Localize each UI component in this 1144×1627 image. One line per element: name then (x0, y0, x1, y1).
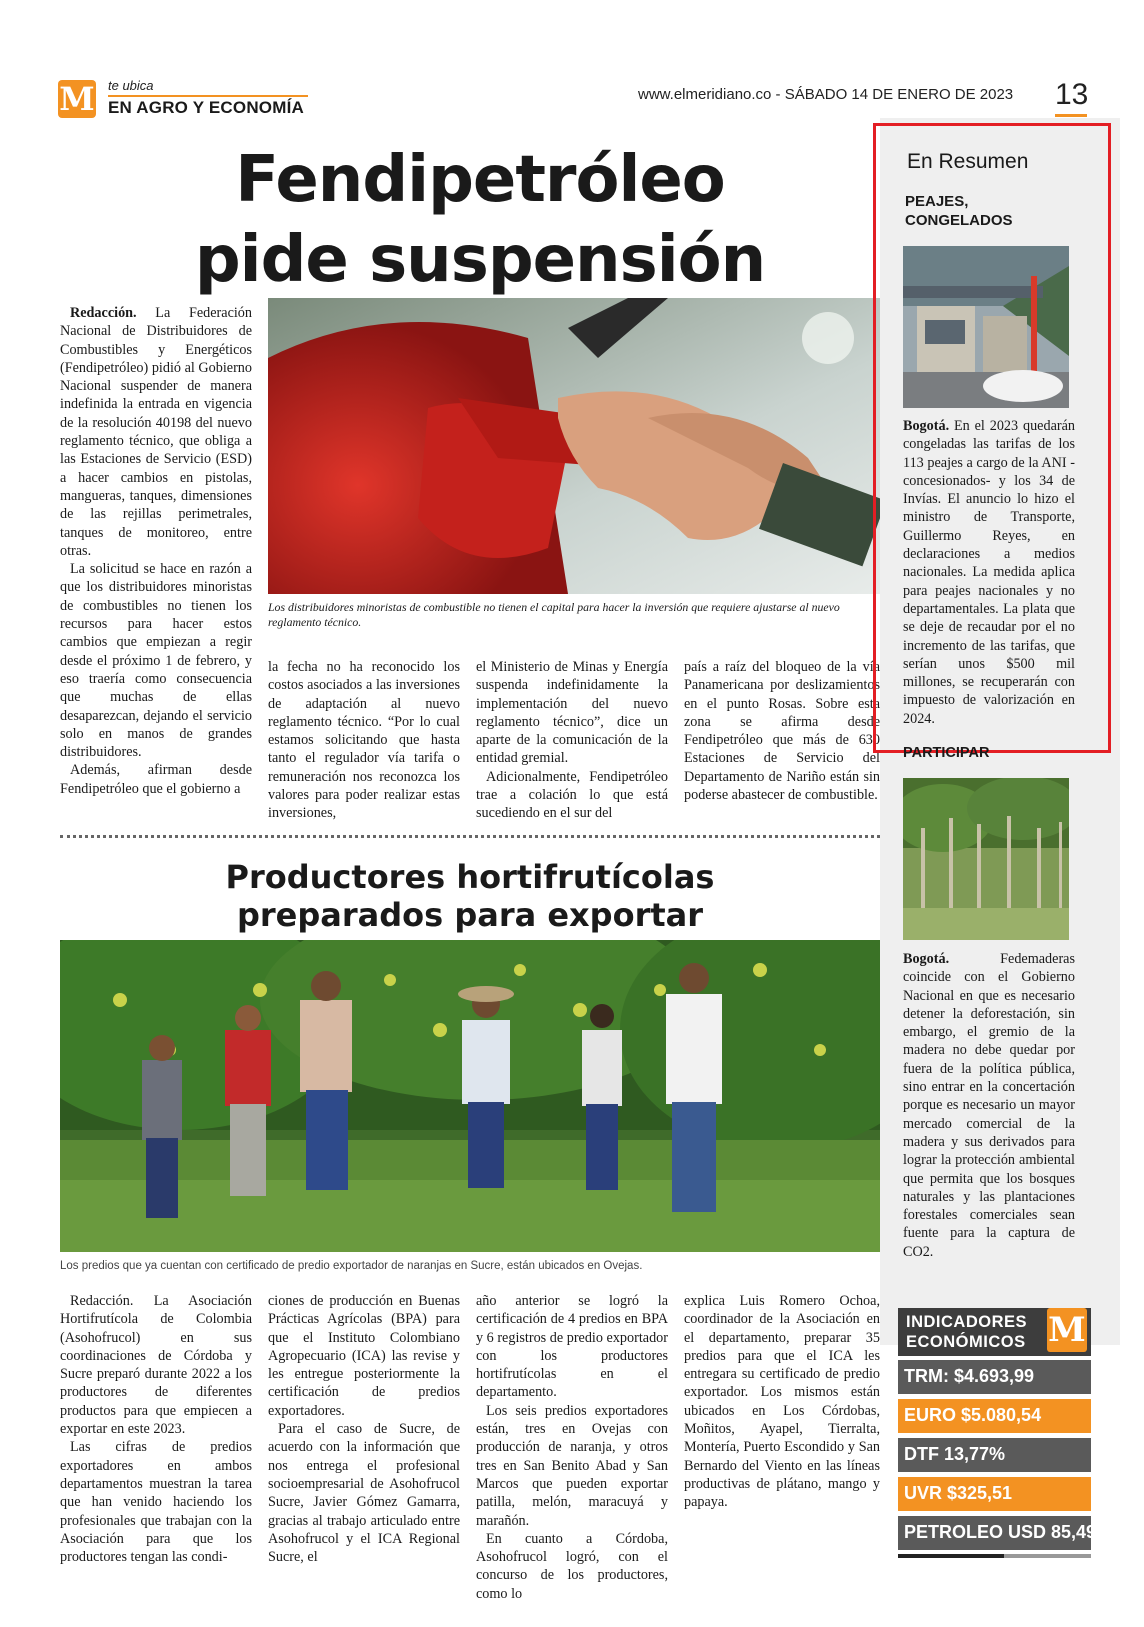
sidebar-item2-text: Bogotá. Fedemaderas coincide con el Gobierno Nacional en que es necesario detener la deforestación, sin embargo, el gremio de la madera no debe quedar por fuera de la política pública, sino entrar en la concertación porque es necesario un mayor mercado comercial de la madera y sus derivados para lograr la protección ambiental que permita que los bosques naturales y las plantaciones forestales comerciales sean fuente para la captura de CO2. (903, 951, 1075, 1260)
highlight-frame (873, 123, 1111, 753)
dateline: www.elmeridiano.co - SÁBADO 14 DE ENERO DE 2023 (638, 86, 1014, 103)
sidebar-item1-text: Bogotá. En el 2023 quedarán congeladas las tarifas de los 113 peajes a cargo de la ANI -concesionados- y los 34 de Invías. El anuncio lo hizo el ministro de Transporte, Guillermo Reyes, en declaraciones a medios nacionales. La medida aplica para peajes nacionales y no departamentales. La plata que se deje de recaudar por el no incremento de las tarifas, que serían unos $500 mil millones, se recuperarán con impuesto de valorización en 2024. (903, 418, 1075, 727)
article1-photo-caption: Los distribuidores minoristas de combustible no tienen el capital para hacer la inversión que requiere ajustarse al nuevo reglamento técnico. (268, 600, 840, 629)
article1-col3: el Ministerio de Minas y Energía suspenda indefinidamente la implementación del nuevo reglamento técnico”, dice un aparte de la comunicación de la entidad gremial. Adicionalmente, Fendipetróleo trae a colación lo que está sucediendo en el sur del (476, 659, 668, 822)
indicator-petroleo: PETROLEO USD 85,49 (898, 1516, 1091, 1550)
article2-col4: explica Luis Romero Ochoa, coordinador de la Asociación en el departamento, preparar 35 predios para que el ICA les entregara su certificado de predio exportador. Los mismos están ubicados en Los Córdobas, Moñitos, Ayapel, Tierralta, Montería, Puerto Escondido y San Bernardo del Viento en las líneas productivas de plátano, mango y papaya. (684, 1293, 880, 1511)
forest-plantation-photo (903, 778, 1069, 940)
article-divider (60, 835, 880, 838)
fuel-pump-photo (268, 298, 880, 594)
indicator-euro: EURO $5.080,54 (898, 1399, 1091, 1433)
article1-col4: país a raíz del bloqueo de la vía Panamericana por deslizamientos en el punto Rosas. Sobre esta zona se afirma desde Fendipetróleo que más de 630 Estaciones de Servicio del Departamento de Nariño están sin poderse abastecer de combustible. (684, 659, 880, 804)
sidebar-item2-heading: PARTICIPAR (903, 745, 990, 761)
section-rule (108, 95, 308, 97)
orange-orchard-image (60, 940, 880, 1252)
page-number: 13 (1055, 78, 1089, 111)
article2-col2: ciones de producción en Buenas Prácticas Agrícolas (BPA) para que el Instituto Colombiano Agropecuario (ICA) las revise y les entregue posteriormente la certificación de predios exportadores. Para el caso de Sucre, de acuerdo con la información que nos entrega el profesional socioempresarial de Asohofrucol Sucre, Javier Gómez Gamarra, gracias al trabajo articulado entre Asohofrucol y el ICA Regional Sucre, el (268, 1293, 460, 1566)
article1-headline: Fendipetróleo pide suspensión (194, 143, 766, 297)
article1-col2: la fecha no ha reconocido los costos asociados a las inversiones de adaptación al nuevo reglamento técnico. “Por lo cual estamos solicitando que hasta tanto el regulador vía tarifa o remuneración nos reconozca los valores para poder realizar estas inversiones, (268, 659, 460, 822)
sidebar-title: En Resumen (907, 150, 1029, 173)
page-number-rule (1055, 114, 1087, 117)
indicators-logo: M (1048, 1310, 1086, 1350)
section-name: EN AGRO Y ECONOMÍA (108, 98, 304, 117)
orange-growers-photo (60, 940, 880, 1252)
indicator-dtf: DTF 13,77% (898, 1438, 1091, 1472)
meridiano-logo: M (59, 80, 95, 118)
indicators-footer-bar (898, 1554, 1091, 1558)
sidebar-item1-heading: PEAJES, CONGELADOS (905, 193, 1013, 229)
indicator-uvr: UVR $325,51 (898, 1477, 1091, 1511)
section-kicker: te ubica (108, 78, 154, 93)
fuel-pump-image (268, 298, 880, 594)
article1-col1: Redacción. La Federación Nacional de Distribuidores de Combustibles y Energéticos (Fendipetróleo) pidió al Gobierno Nacional suspender de manera indefinida la entrada en vigencia de la resolución 40198 del nuevo reglamento técnico, que obliga a las Estaciones de Servicio (ESD) a hacer cambios en pistolas, mangueras, tanques, dimensiones de las rejillas perimetrales, tanques de monitoreo, entre otras. La solicitud se hace en razón a que los distribuidores minoristas de combustibles no tienen los recursos para hacer estos cambios que empiezan a regir desde el próximo 1 de febrero, y eso traería como consecuencia que muchas de ellas desaparezcan, dejando el servicio solo en manos de grandes distribuidores. Además, afirman desde Fendipetróleo que el gobierno a (60, 305, 252, 797)
forest-image (903, 778, 1069, 940)
article2-col1: Redacción. La Asociación Hortifrutícola de Colombia (Asohofrucol) en sus coordinaciones de Córdoba y Sucre preparó durante 2022 a los productores de diferentes productos para que empiecen a exportar en este 2023. Las cifras de predios exportadores en ambos departamentos muestran la tarea que han venido haciendo los profesionales que trabajan con la Asociación para que los productores tengan las condi- (60, 1293, 252, 1566)
article2-col3: año anterior se logró la certificación de 4 predios en BPA y 6 registros de predio exportador con los productores hortifrutícolas en el departamento. Los seis predios exportadores están, tres en Ovejas con producción de naranja, y otros tres en San Benito Abad y San Marcos que pueden exportar patilla, melón, maracuyá y marañón. En cuanto a Córdoba, Asohofrucol logró, con el concurso de los productores, como lo (476, 1293, 668, 1602)
article2-photo-caption: Los predios que ya cuentan con certificado de predio exportador de naranjas en Sucre, están ubicados en Ovejas. (60, 1260, 643, 1272)
indicator-trm: TRM: $4.693,99 (898, 1360, 1091, 1394)
article2-headline: Productores hortifrutícolas preparados para exportar (225, 858, 715, 934)
indicators-title: INDICADORES ECONÓMICOS (906, 1313, 1028, 1351)
